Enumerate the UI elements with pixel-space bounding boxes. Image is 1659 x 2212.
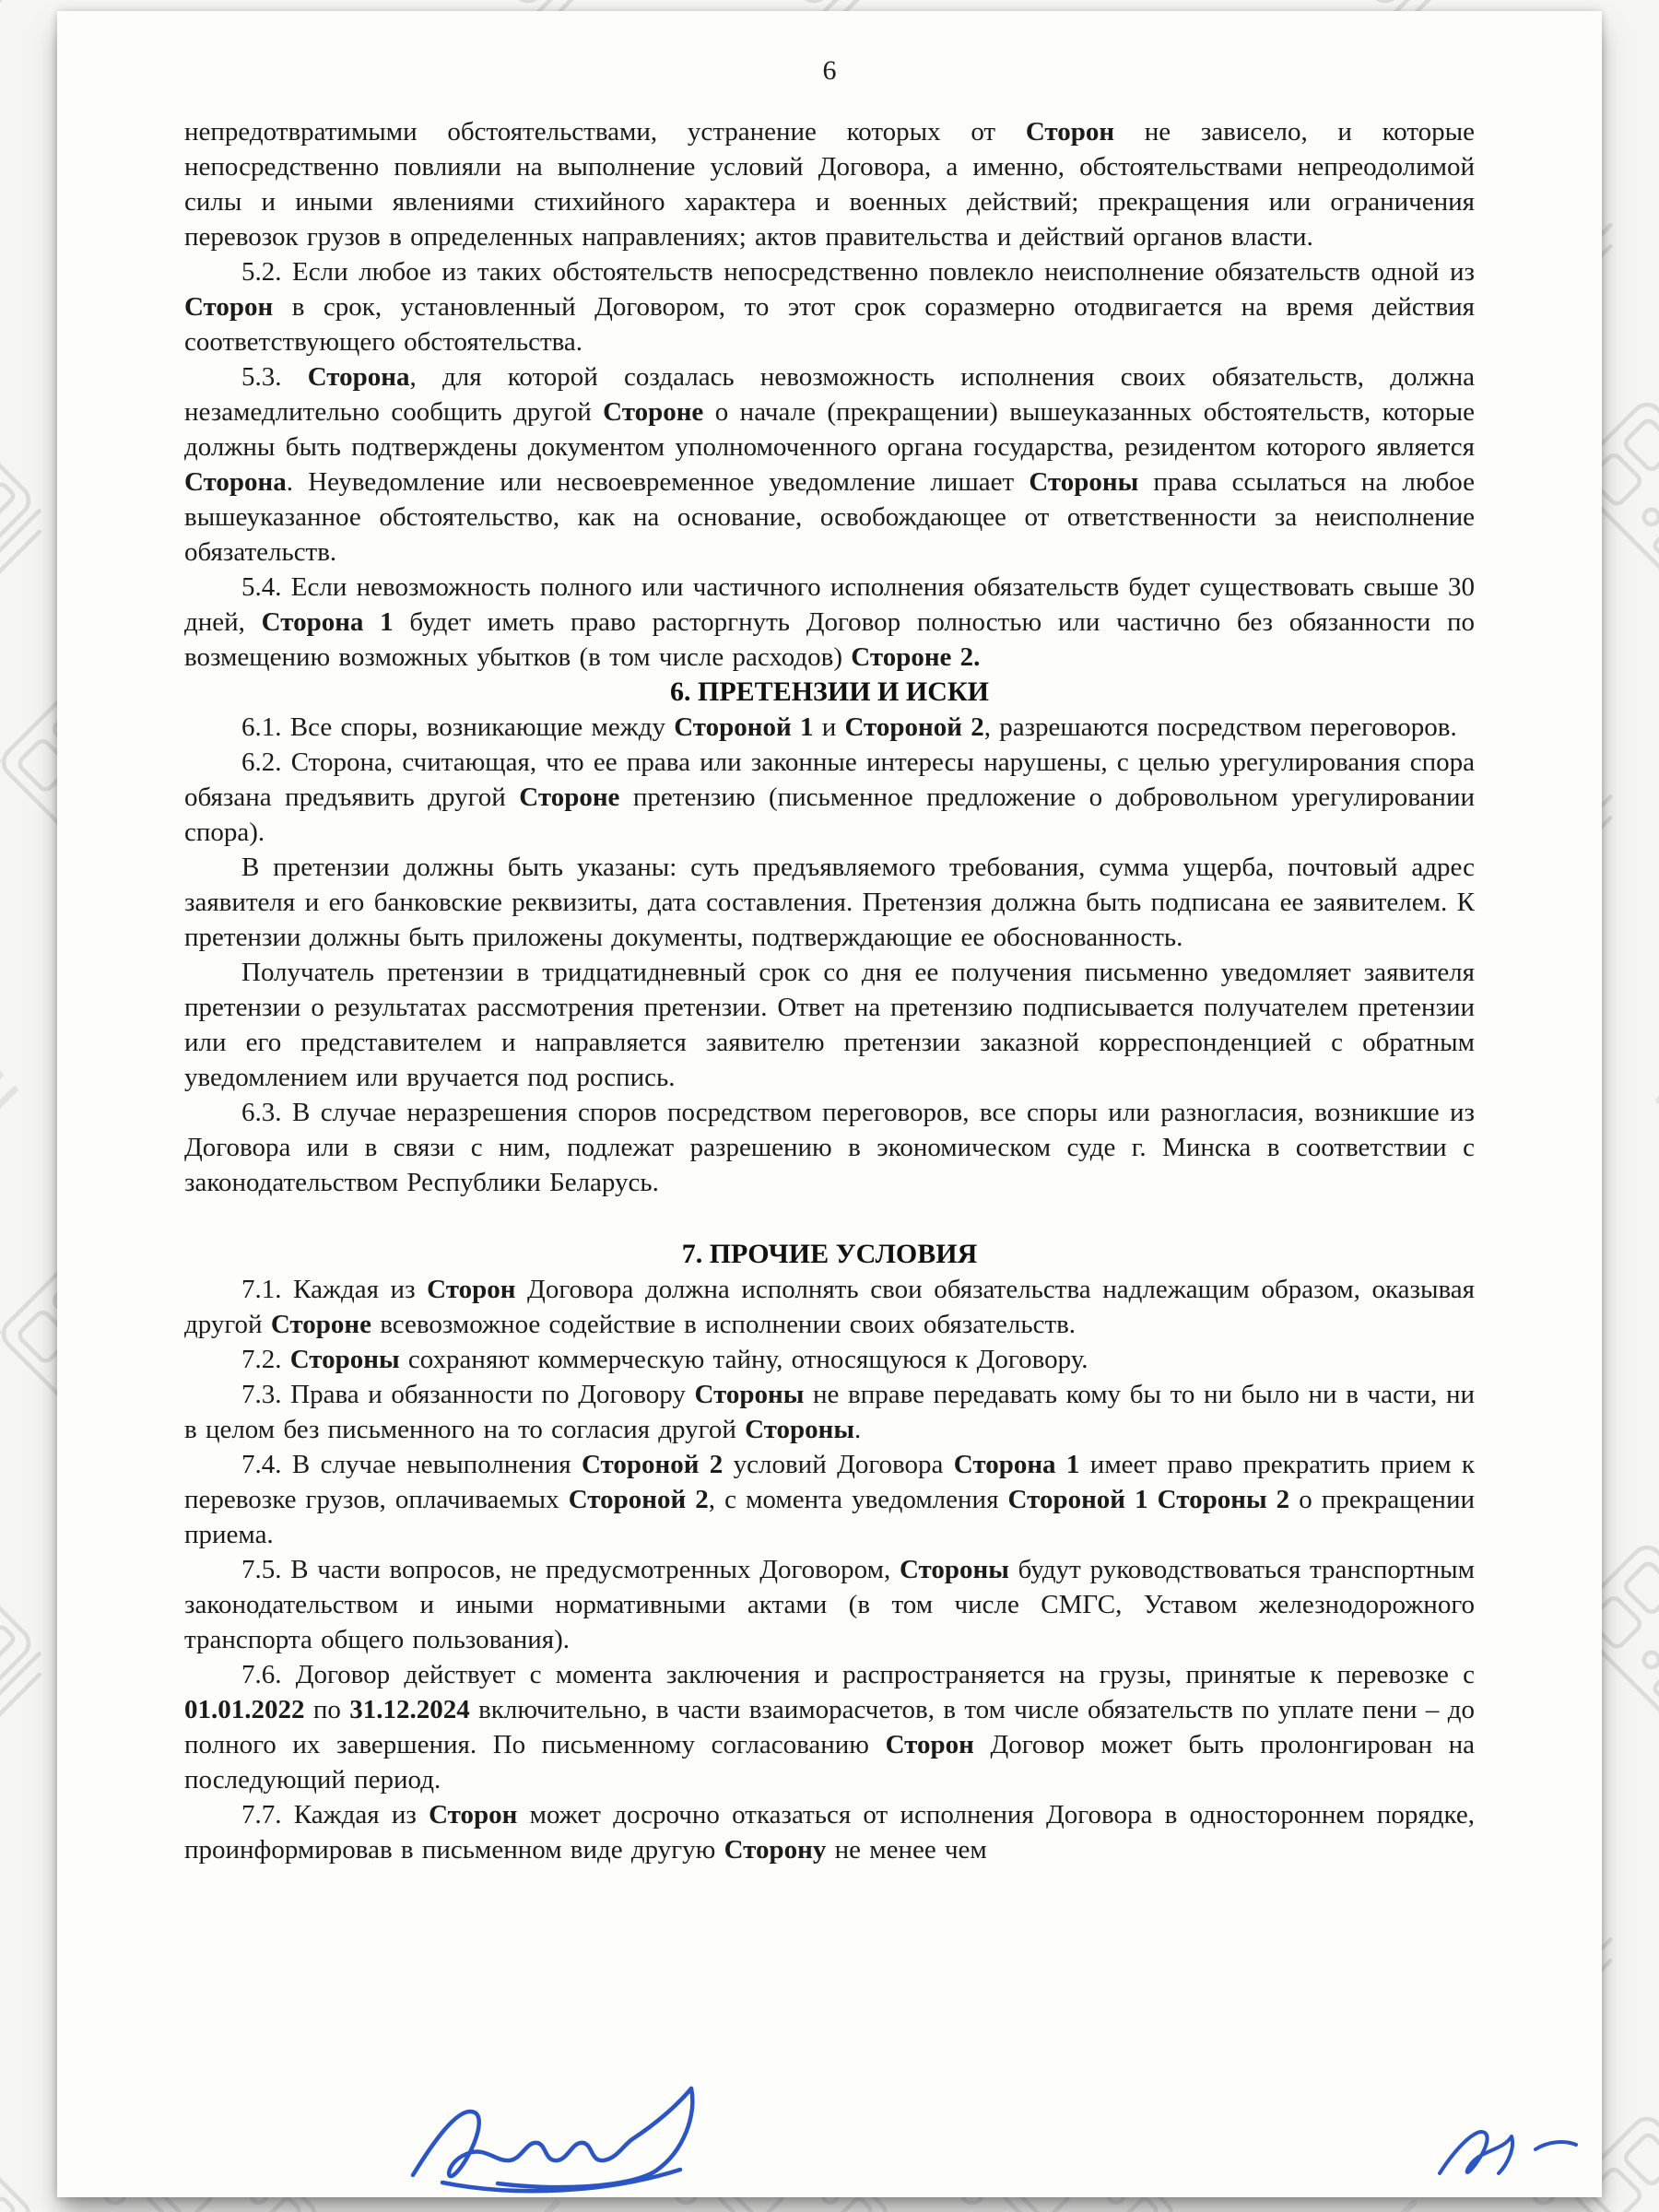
paragraph: 5.4. Если невозможность полного или частичного исполнения обязательств будет существовать свыше 30 дней, Сторона 1 будет иметь право расторгнуть Договор полностью или частично без обязанности по возмещению возможных убытков (в том числе расходов) Стороне 2. <box>184 572 1475 672</box>
railway-track-icon <box>516 2203 586 2212</box>
paragraph: 7.4. В случае невыполнения Стороной 2 условий Договора Сторона 1 имеет право прекратить прием к перевозке грузов, оплачиваемых Стороной 2, с момента уведомления Стороной 1 Стороны 2 о прекращении приема. <box>184 1450 1475 1549</box>
document-body <box>184 114 1475 1867</box>
paragraph: 7.5. В части вопросов, не предусмотренных Договором, Стороны будут руководствоваться транспортным законодательством и иными нормативными актами (в том числе СМГС, Уставом железнодорожного транспорта общего пользования). <box>184 1555 1475 1654</box>
train-icon <box>0 0 53 46</box>
paragraph: 7.7. Каждая из Сторон может досрочно отказаться от исполнения Договора в одностороннем порядке, проинформировав в письменном виде другую Сторону не менее чем <box>184 1800 1475 1865</box>
train-icon <box>0 2093 53 2212</box>
paragraph: 6.2. Сторона, считающая, что ее права или законные интересы нарушены, с целью урегулирования спора обязана предъявить другой Стороне претензию (письменное предложение о добровольном урегулировании спора). <box>184 747 1475 847</box>
railway-track-icon <box>0 1060 15 1130</box>
railway-track-icon <box>1373 2203 1443 2212</box>
paragraph: 5.3. Сторона, для которой создалась невозможность исполнения своих обязательств, должна незамедлительно сообщить другой Стороне о начале (прекращении) вышеуказанных обстоятельств, которые должны быть подтверждены документом уполномоченного органа государства, резидентом которого является Сторона. Неуведомление или несвоевременное уведомление лишает Стороны права ссылаться на любое вышеуказанное обстоятельство, как на основание, освобождающее от ответственности за неисполнение обязательств. <box>184 362 1476 567</box>
paragraph: непредотвратимыми обстоятельствами, устранение которых от Сторон не зависело, и которые непосредственно повлияли на выполнение условий Договора, а именно, обстоятельствами непреодолимой силы и иными явлениями стихийного характера и военных действий; прекращения или ограничения перевозок грузов в определенных направлениях; актов правительства и действий органов власти. <box>184 117 1476 252</box>
paragraph: 5.2. Если любое из таких обстоятельств непосредственно повлекло неисполнение обязательств одной из Сторон в срок, установленный Договором, то этот срок соразмерно отодвигается на время действия соответствующего обстоятельства. <box>184 257 1475 357</box>
paragraph: 7.1. Каждая из Сторон Договора должна исполнять свои обязательства надлежащим образом, оказывая другой Стороне всевозможное содействие в исполнении своих обязательств. <box>184 1275 1476 1339</box>
page-number: 6 <box>822 55 837 86</box>
section-heading: 7. ПРОЧИЕ УСЛОВИЯ <box>681 1239 978 1269</box>
paragraph: 7.3. Права и обязанности по Договору Стороны не вправе передавать кому бы то ни было ни в части, ни в целом без письменного на то согласия другой Стороны. <box>184 1380 1475 1444</box>
paragraph: В претензии должны быть указаны: суть предъявляемого требования, сумма ущерба, почтовый адрес заявителя и его банковские реквизиты, дата составления. Претензия должна быть подписана ее заявителем. К претензии должны быть приложены документы, подтверждающие ее обоснованность. <box>184 853 1475 952</box>
paragraph: Получатель претензии в тридцатидневный срок со дня ее получения письменно уведомляет заявителя претензии о результатах рассмотрения претензии. Ответ на претензию подписывается получателем претензии или его представителем и направляется заявителю претензии заказной корреспонденцией с обратным уведомлением или вручается под роспись. <box>184 958 1475 1092</box>
paragraph: 7.6. Договор действует с момента заключения и распространяется на грузы, принятые к перевозке с 01.01.2022 по 31.12.2024 включительно, в части взаиморасчетов, в том числе обязательств по уплате пени – до полного их завершения. По письменному согласованию Сторон Договор может быть пролонгирован на последующий период. <box>184 1660 1475 1794</box>
section-heading: 6. ПРЕТЕНЗИИ И ИСКИ <box>670 677 989 707</box>
paragraph: 6.3. В случае неразрешения споров посредством переговоров, все споры или разногласия, возникшие из Договора или в связи с ним, подлежат разрешению в экономическом суде г. Минска в соответствии с законодательством Республики Беларусь. <box>184 1098 1475 1197</box>
train-icon <box>0 1522 53 1760</box>
paragraph: 7.2. Стороны сохраняют коммерческую тайну, относящуюся к Договору. <box>241 1345 1088 1374</box>
train-icon <box>0 379 53 618</box>
document-page <box>57 11 1602 2197</box>
paragraph: 6.1. Все споры, возникающие между Стороной 1 и Стороной 2, разрешаются посредством переговоров. <box>241 712 1457 742</box>
